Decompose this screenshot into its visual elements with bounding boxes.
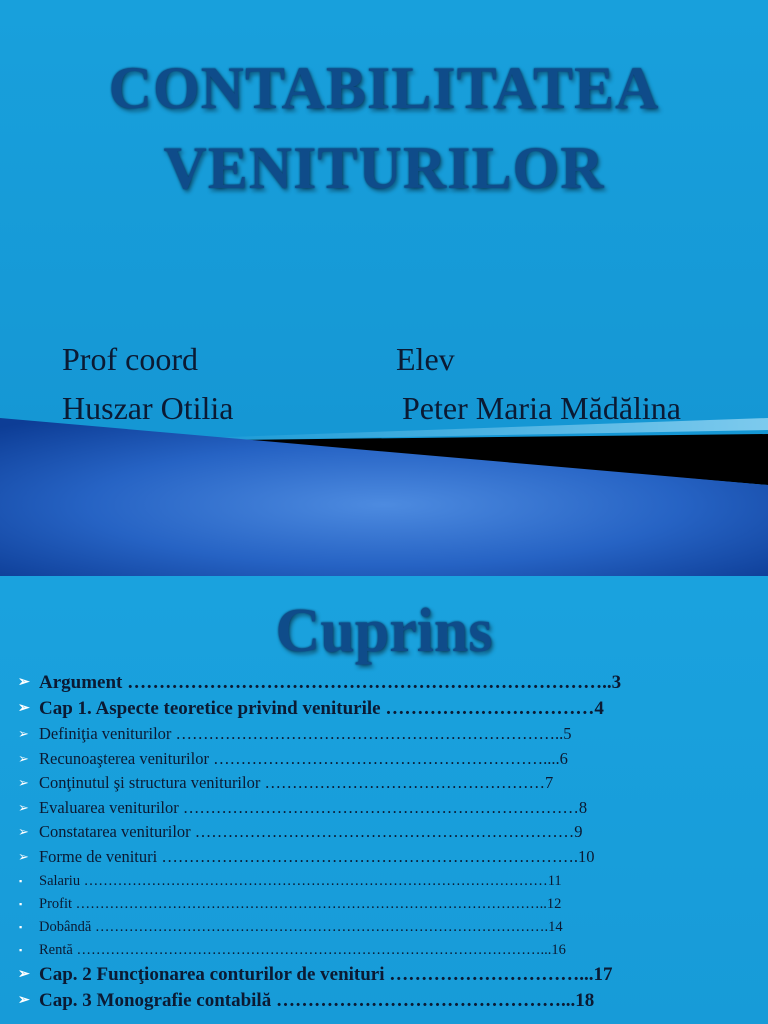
arrow-bullet-icon: ➢ (18, 701, 30, 716)
toc-item (0, 988, 768, 1014)
toc-item-text: Recunoaşterea veniturilor ……………………………………………………....6 (39, 748, 568, 768)
toc-item-text: Salariu ……………………………………………………………………………………11 (39, 872, 562, 889)
toc-item-text: Evaluarea veniturilor ………………………………………………………………8 (39, 797, 588, 817)
arrow-bullet-icon: ➢ (18, 966, 30, 982)
toc-item-text: Forme de venituri ………………………………………………………………….10 (39, 846, 595, 866)
title-line-1: CONTABILITATEA (108, 55, 660, 121)
toc-item (0, 696, 768, 722)
toc-item-text: Cap 1. Aspecte teoretice privind veniturile ……………………………4 (39, 698, 604, 719)
arrow-bullet-icon: ➢ (18, 848, 29, 864)
toc-item-text: Constatarea veniturilor ……………………………………………………………9 (39, 822, 583, 842)
toc-item (0, 722, 768, 747)
toc-item (0, 916, 768, 939)
toc-item-text: Definiţia veniturilor ……………………………………………………………..5 (39, 724, 572, 743)
toc-item-text: Cap. 3 Monografie contabilă ………………………………………...18 (39, 989, 595, 1011)
contents-title: Cuprins (275, 597, 493, 665)
square-bullet-icon: ▪ (19, 875, 23, 886)
toc-item-text: Profit ……………………………………………………………………………………..12 (39, 895, 562, 912)
square-bullet-icon: ▪ (19, 944, 23, 955)
toc-item (0, 845, 768, 870)
toc-item (0, 747, 768, 772)
toc-item (0, 870, 768, 893)
arrow-bullet-icon: ➢ (18, 799, 29, 815)
coordinator-label: Prof coord (62, 341, 198, 377)
toc-item (0, 962, 768, 988)
toc-item (0, 820, 768, 845)
arrow-bullet-icon: ➢ (18, 824, 29, 840)
table-of-contents (0, 670, 768, 1014)
arrow-bullet-icon: ➢ (18, 726, 29, 741)
toc-item (0, 796, 768, 821)
student-name: Peter Maria Mădălina (402, 390, 681, 426)
coordinator-name: Huszar Otilia (62, 390, 234, 426)
arrow-bullet-icon: ➢ (18, 992, 30, 1008)
toc-item-text: Argument …………………………………………………………………..3 (39, 672, 622, 693)
toc-item-text: Rentă ……………………………………………………………………………………...16 (39, 941, 566, 958)
toc-item (0, 670, 768, 696)
toc-item (0, 771, 768, 796)
square-bullet-icon: ▪ (19, 921, 23, 932)
arrow-bullet-icon: ➢ (18, 750, 29, 766)
contents-slide (0, 576, 768, 1024)
toc-item (0, 893, 768, 916)
arrow-bullet-icon: ➢ (18, 675, 30, 690)
toc-item-text: Cap. 2 Funcţionarea conturilor de venituri …………………………...17 (39, 963, 613, 985)
student-label: Elev (396, 341, 455, 377)
toc-item-text: Conţinutul şi structura veniturilor ……………………………………………7 (39, 773, 554, 793)
square-bullet-icon: ▪ (19, 898, 23, 909)
decorative-wave (0, 410, 768, 576)
arrow-bullet-icon: ➢ (18, 775, 29, 791)
toc-item (0, 939, 768, 962)
toc-item-text: Dobândă ………………………………………………………………………………….14 (39, 918, 563, 935)
title-line-2: VENITURILOR (163, 135, 605, 201)
